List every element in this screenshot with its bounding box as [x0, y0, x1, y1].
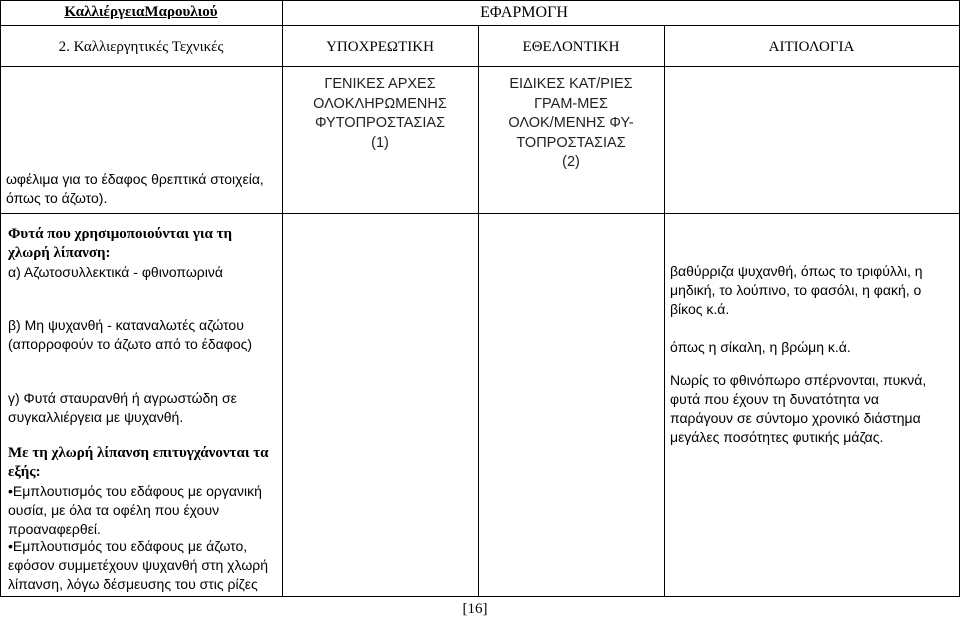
benefit-organic-matter: •Εμπλουτισμός του εδάφους με οργανική ουσία, με όλα τα οφέλη που έχουν προαναφερθεί.: [8, 483, 262, 537]
table-row-divider-3: [0, 213, 960, 214]
sowing-note: Νωρίς το φθινόπωρο σπέρνονται, πυκνά, φυτά που έχουν τη δυνατότητα να παράγουν σε σύντομο χρονικό διάστημα μεγάλες ποσότητες φυτικής μάζας.: [670, 372, 927, 445]
item-b: β) Μη ψυχανθή - καταναλωτές αζώτου (απορροφούν το άζωτο από το έδαφος): [8, 317, 253, 352]
table-col-divider-3: [664, 25, 665, 597]
item-a: α) Αζωτοσυλλεκτικά - φθινοπωρινά: [8, 264, 223, 280]
table-row-divider-2: [0, 66, 960, 67]
crop-title: ΚαλλιέργειαΜαρουλιού: [64, 4, 218, 20]
benefits-title: Με τη χλωρή λίπανση επιτυγχάνονται τα εξής:: [8, 445, 269, 480]
soil-nutrients-text: ωφέλιμα για το έδαφος θρεπτικά στοιχεία, όπως το άζωτο).: [6, 171, 264, 206]
justification-heading: ΑΙΤΙΟΛΟΓΙΑ: [768, 39, 855, 55]
item-c: γ) Φυτά σταυρανθή ή αγρωστώδη σε συγκαλλιέργεια με ψυχανθή.: [8, 390, 237, 425]
table-border-left: [0, 0, 1, 597]
non-legume-examples: όπως η σίκαλη, η βρώμη κ.ά.: [670, 339, 851, 355]
page-reference: [16]: [462, 601, 488, 617]
section-title: 2. Καλλιεργητικές Τεχνικές: [58, 39, 224, 55]
special-categories-heading: ΕΙΔΙΚΕΣ ΚΑΤ/ΡΙΕΣ ΓΡΑΜ-ΜΕΣ ΟΛΟΚ/ΜΕΝΗΣ ΦΥ- ΤΟΠΡΟΣΤΑΣΙΑΣ (2): [508, 76, 634, 170]
mandatory-heading: ΥΠΟΧΡΕΩΤΙΚΗ: [326, 39, 434, 55]
legume-examples: βαθύρριζα ψυχανθή, όπως το τριφύλλι, η μηδική, το λούπινο, το φασόλι, η φακή, ο βίκος κ.ά.: [670, 263, 923, 317]
voluntary-heading: ΕΘΕΛΟΝΤΙΚΗ: [522, 39, 620, 55]
table-border-bottom: [0, 596, 960, 597]
benefit-nitrogen: •Εμπλουτισμός του εδάφους με άζωτο, εφόσον συμμετέχουν ψυχανθή στη χλωρή λίπανση, λόγω δέσμευσης του στις ρίζες: [8, 538, 268, 592]
table-row-divider-1: [0, 25, 960, 26]
general-principles-heading: ΓΕΝΙΚΕΣ ΑΡΧΕΣ ΟΛΟΚΛΗΡΩΜΕΝΗΣ ΦΥΤΟΠΡΟΣΤΑΣΙΑΣ (1): [313, 76, 447, 151]
application-heading: ΕΦΑΡΜΟΓΗ: [480, 4, 568, 21]
green-manure-plants-title: Φυτά που χρησιμοποιούνται για τη χλωρή λίπανση:: [8, 226, 233, 261]
table-border-top: [0, 0, 960, 1]
